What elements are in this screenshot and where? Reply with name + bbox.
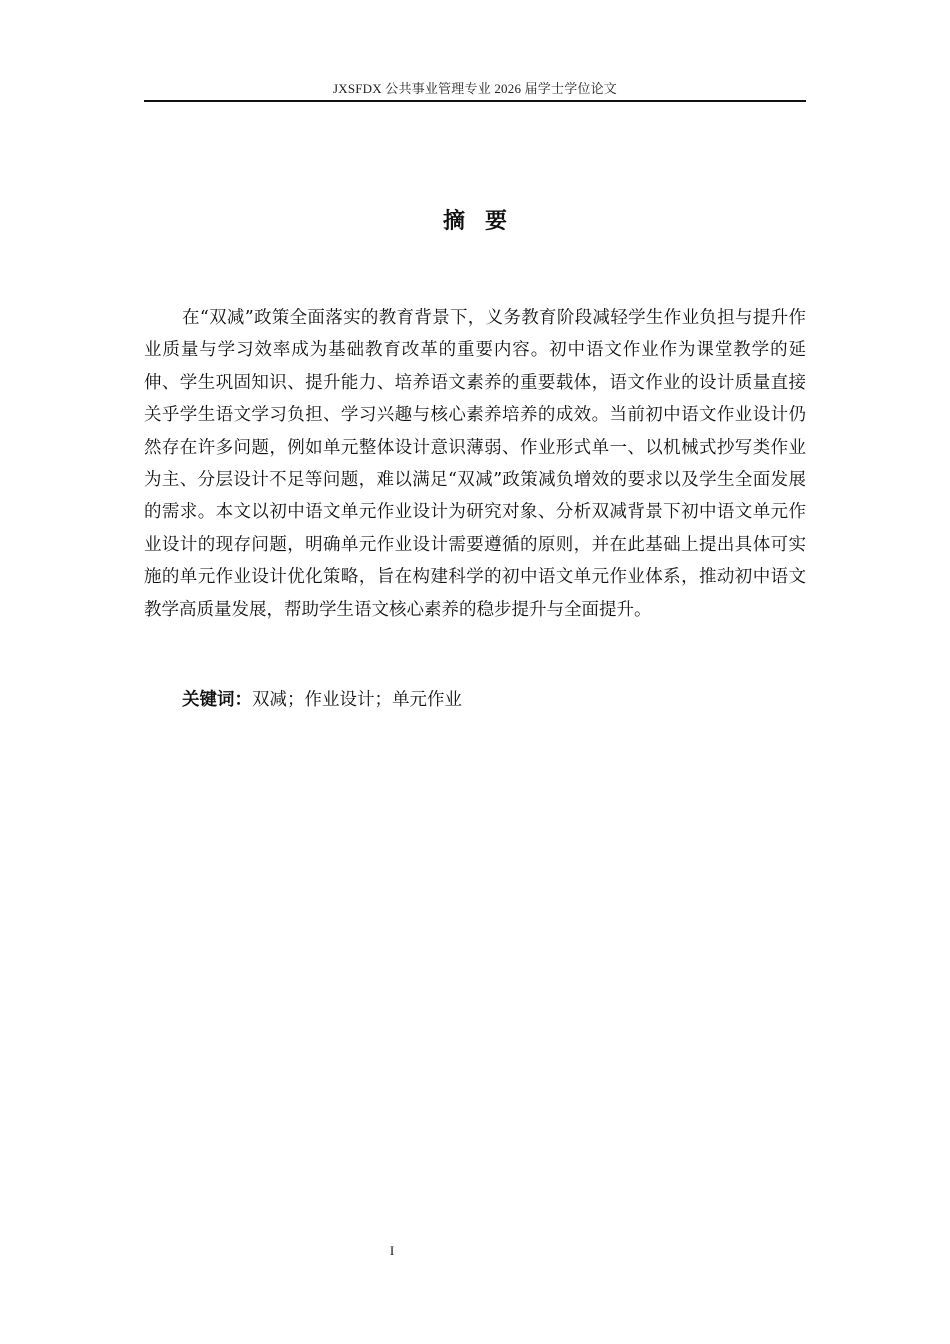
keywords-label: 关键词： xyxy=(182,690,252,710)
keywords-value: 双减；作业设计；单元作业 xyxy=(252,690,462,710)
page-number: I xyxy=(389,1243,395,1258)
abstract-title: 摘要 xyxy=(442,209,527,234)
keywords-line xyxy=(182,686,462,714)
header-rule xyxy=(144,100,806,102)
abstract-body: 在“双减”政策全面落实的教育背景下，义务教育阶段减轻学生作业负担与提升作业质量与学习效率成为基础教育改革的重要内容。初中语文作业作为课堂教学的延伸、学生巩固知识、提升能力、培养语文素养的重要载体，语文作业的设计质量直接关乎学生语文学习负担、学习兴趣与核心素养培养的成效。当前初中语文作业设计仍然存在许多问题，例如单元整体设计意识薄弱、作业形式单一、以机械式抄写类作业为主、分层设计不足等问题，难以满足“双减”政策减负增效的要求以及学生全面发展的需求。本文以初中语文单元作业设计为研究对象、分析双减背景下初中语文单元作业设计的现存问题，明确单元作业设计需要遵循的原则，并在此基础上提出具体可实施的单元作业设计优化策略，旨在构建科学的初中语文单元作业体系，推动初中语文教学高质量发展，帮助学生语文核心素养的稳步提升与全面提升。 xyxy=(144,308,806,620)
running-header: JXSFDX 公共事业管理专业 2026 届学士学位论文 xyxy=(332,81,618,96)
